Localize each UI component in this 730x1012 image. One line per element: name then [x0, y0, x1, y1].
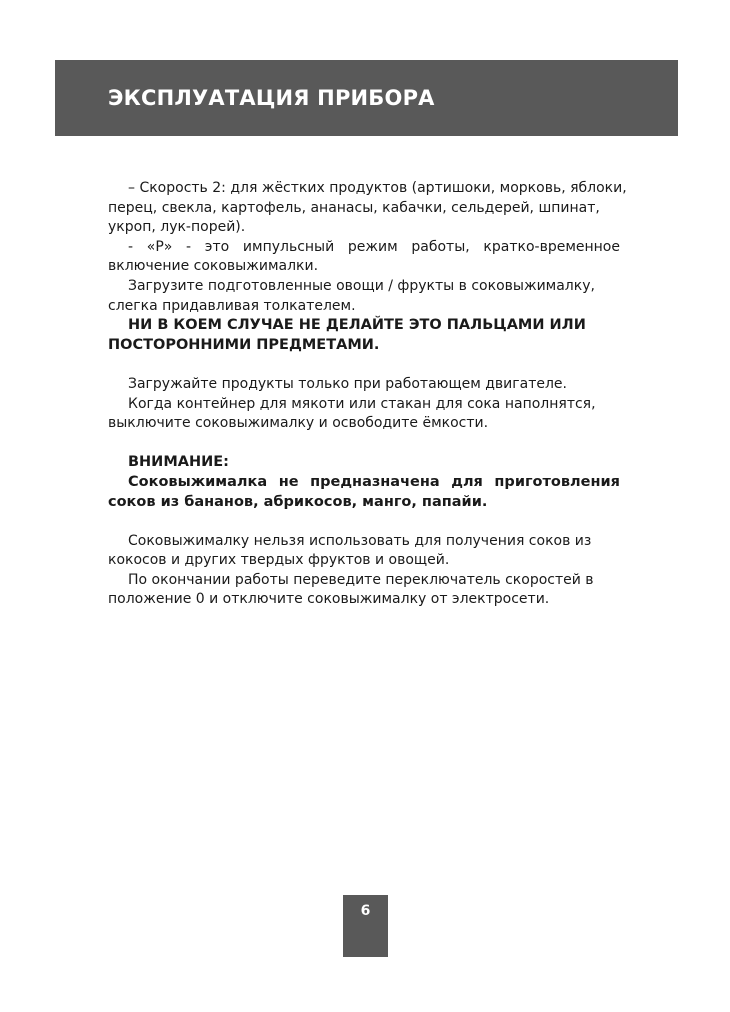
- text-line: перец, свекла, картофель, ананасы, кабачки, сельдерей, шпинат,: [108, 199, 600, 216]
- text-line: Соковыжималка не предназначена для приготовления: [128, 473, 620, 490]
- page-number: 6: [343, 895, 388, 957]
- warning-paragraph: [108, 473, 620, 512]
- section-title: ЭКСПЛУАТАЦИЯ ПРИБОРА: [108, 86, 435, 110]
- text-line: Загружайте продукты только при работающем двигателе.: [128, 375, 567, 392]
- paragraph-spacer: [108, 355, 620, 375]
- text-line: включение соковыжималки.: [108, 258, 319, 275]
- text-line: слегка придавливая толкателем.: [108, 297, 356, 314]
- warning-paragraph: [108, 453, 620, 473]
- paragraph: [108, 571, 620, 610]
- paragraph: [108, 532, 620, 571]
- text-line: положение 0 и отключите соковыжималку от электросети.: [108, 591, 550, 608]
- body-text: [108, 179, 627, 610]
- text-line: ВНИМАНИЕ:: [128, 454, 229, 471]
- text-line: – Скорость 2: для жёстких продуктов (артишоки, морковь, яблоки,: [128, 180, 627, 196]
- text-line: ПОСТОРОННИМИ ПРЕДМЕТАМИ.: [108, 336, 380, 353]
- text-line: укроп, лук-порей).: [108, 219, 246, 236]
- text-line: кокосов и других твердых фруктов и овощей.: [108, 552, 450, 569]
- text-line: выключите соковыжималку и освободите ёмкости.: [108, 415, 489, 432]
- text-line: По окончании работы переведите переключатель скоростей в: [128, 571, 594, 588]
- text-line: НИ В КОЕМ СЛУЧАЕ НЕ ДЕЛАЙТЕ ЭТО ПАЛЬЦАМИ ИЛИ: [128, 317, 586, 334]
- warning-paragraph: [108, 316, 620, 355]
- paragraph: [108, 375, 620, 395]
- paragraph: [108, 238, 620, 277]
- paragraph: [108, 277, 620, 316]
- text-line: Загрузите подготовленные овощи / фрукты в соковыжималку,: [128, 277, 595, 294]
- text-line: Соковыжималку нельзя использовать для получения соков из: [128, 532, 592, 549]
- paragraph: [108, 395, 620, 434]
- paragraph-spacer: [108, 434, 620, 454]
- paragraph-spacer: [108, 512, 620, 532]
- paragraph: [108, 179, 627, 238]
- text-line: соков из бананов, абрикосов, манго, папайи.: [108, 493, 488, 510]
- text-line: Когда контейнер для мякоти или стакан для сока наполнятся,: [128, 395, 596, 412]
- section-header-band: [55, 60, 678, 136]
- text-line: - «P» - это импульсный режим работы, кратко-временное: [128, 238, 620, 255]
